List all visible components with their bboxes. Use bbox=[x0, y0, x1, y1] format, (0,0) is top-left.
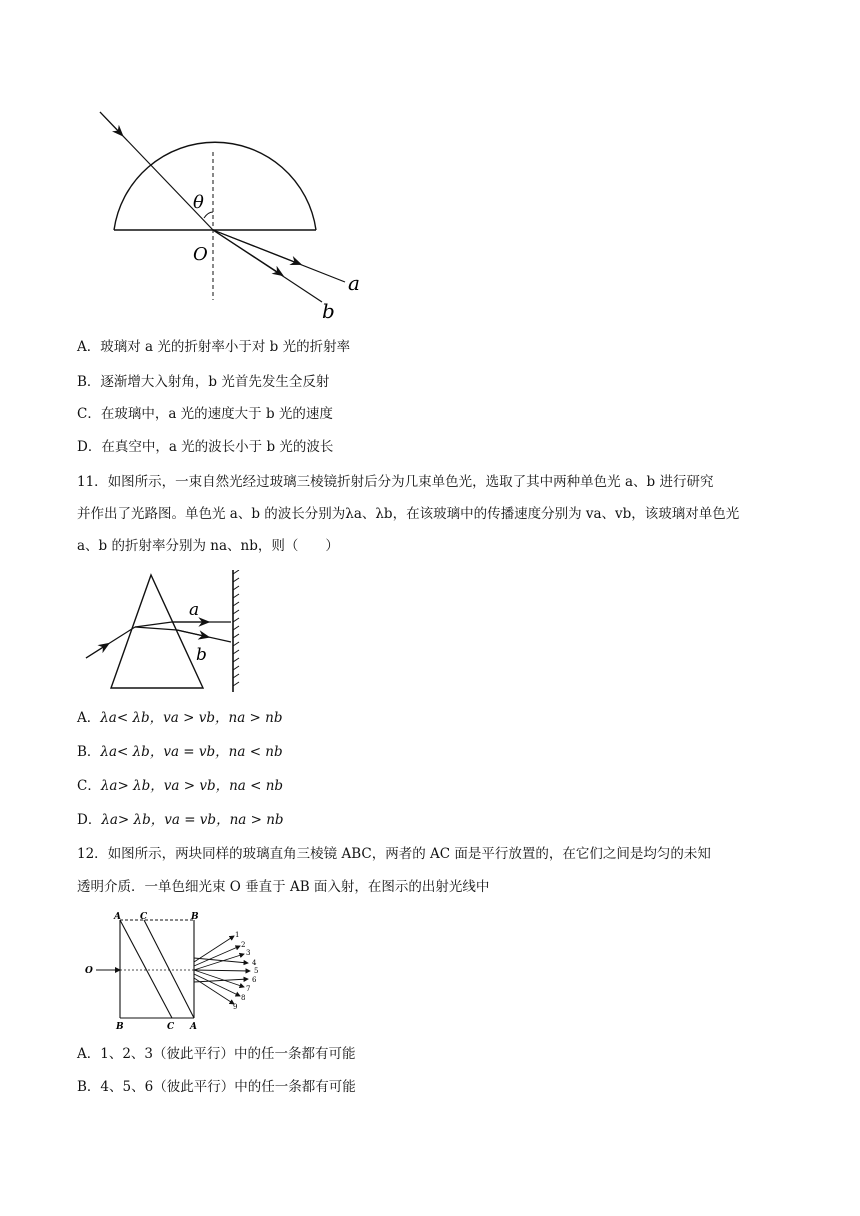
q12-stem-line2: 透明介质．一单色细光束 O 垂直于 AB 面入射，在图示的出射光线中 bbox=[77, 879, 490, 895]
inner-ray-a bbox=[135, 622, 172, 627]
ray-label-5: 5 bbox=[254, 967, 259, 975]
q11-option-a: A．λa< λb，va > vb，na > nb bbox=[77, 710, 283, 726]
q10-option-a: A．玻璃对 a 光的折射率小于对 b 光的折射率 bbox=[77, 339, 351, 355]
q11-stem-line2: 并作出了光路图。单色光 a、b 的波长分别为λa、λb，在该玻璃中的传播速度分别为 va、vb，该玻璃对单色光 bbox=[77, 506, 740, 522]
theta-arc bbox=[204, 212, 213, 218]
ray-b-label: b bbox=[322, 299, 335, 323]
prism2-hypotenuse bbox=[144, 920, 194, 1018]
ray-label-3: 3 bbox=[246, 949, 251, 957]
ray-label-9: 9 bbox=[233, 1003, 238, 1011]
ray-label-1: 1 bbox=[235, 931, 240, 939]
q12-option-a: A．1、2、3（彼此平行）中的任一条都有可能 bbox=[77, 1046, 356, 1062]
q11-option-c: C．λa> λb，va > vb，na < nb bbox=[77, 778, 284, 794]
ray-label-7: 7 bbox=[246, 985, 251, 993]
q11-stem-line3: a、b 的折射率分别为 na、nb，则（ ） bbox=[77, 538, 339, 554]
q11-option-b: B．λa< λb，va = vb，na < nb bbox=[77, 744, 283, 760]
incident-arrow bbox=[100, 112, 122, 135]
semicircle-refraction-figure bbox=[90, 100, 380, 330]
prism-outline bbox=[111, 575, 203, 688]
ray-label-2: 2 bbox=[241, 941, 246, 949]
ray-b-label: b bbox=[196, 645, 207, 665]
label-top-a: A bbox=[114, 912, 121, 922]
ray-b-arrow bbox=[177, 630, 208, 637]
label-o: O bbox=[85, 966, 93, 976]
q12-number: 12． bbox=[77, 846, 108, 862]
incident-arrow bbox=[86, 644, 108, 658]
ray-label-8: 8 bbox=[241, 994, 246, 1002]
ray-a-label: a bbox=[189, 600, 200, 620]
prism-figure bbox=[78, 570, 248, 695]
label-bottom-b: B bbox=[116, 1022, 124, 1032]
screen-hatch bbox=[233, 570, 239, 686]
label-bottom-a: A bbox=[190, 1022, 197, 1032]
q10-option-d: D．在真空中，a 光的波长小于 b 光的波长 bbox=[77, 439, 334, 455]
ray-label-4: 4 bbox=[252, 959, 257, 967]
q12-stem-line1: 12．如图所示，两块同样的玻璃直角三棱镜 ABC，两者的 AC 面是平行放置的，在它们之间是均匀的未知 bbox=[77, 846, 711, 862]
label-top-c: C bbox=[140, 912, 148, 922]
q11-option-d: D．λa> λb，va = vb，na > nb bbox=[77, 812, 284, 828]
semicircle-arc bbox=[114, 142, 316, 230]
inner-ray-b bbox=[135, 627, 177, 630]
label-bottom-c: C bbox=[167, 1022, 175, 1032]
q12-option-b: B．4、5、6（彼此平行）中的任一条都有可能 bbox=[77, 1079, 356, 1095]
label-top-b: B bbox=[191, 912, 199, 922]
q10-option-c: C．在玻璃中，a 光的速度大于 b 光的速度 bbox=[77, 406, 333, 422]
double-prism-figure bbox=[82, 910, 272, 1032]
prism1-hypotenuse bbox=[120, 920, 172, 1018]
q10-option-b: B．逐渐增大入射角，b 光首先发生全反射 bbox=[77, 374, 330, 390]
ray-a-label: a bbox=[348, 271, 360, 295]
theta-label: θ bbox=[193, 192, 204, 213]
q11-number: 11． bbox=[77, 474, 108, 490]
ray-label-6: 6 bbox=[252, 976, 257, 984]
origin-label: O bbox=[193, 244, 208, 265]
q11-stem-line1: 11．如图所示，一束自然光经过玻璃三棱镜折射后分为几束单色光，选取了其中两种单色光 a、b 进行研究 bbox=[77, 474, 714, 490]
